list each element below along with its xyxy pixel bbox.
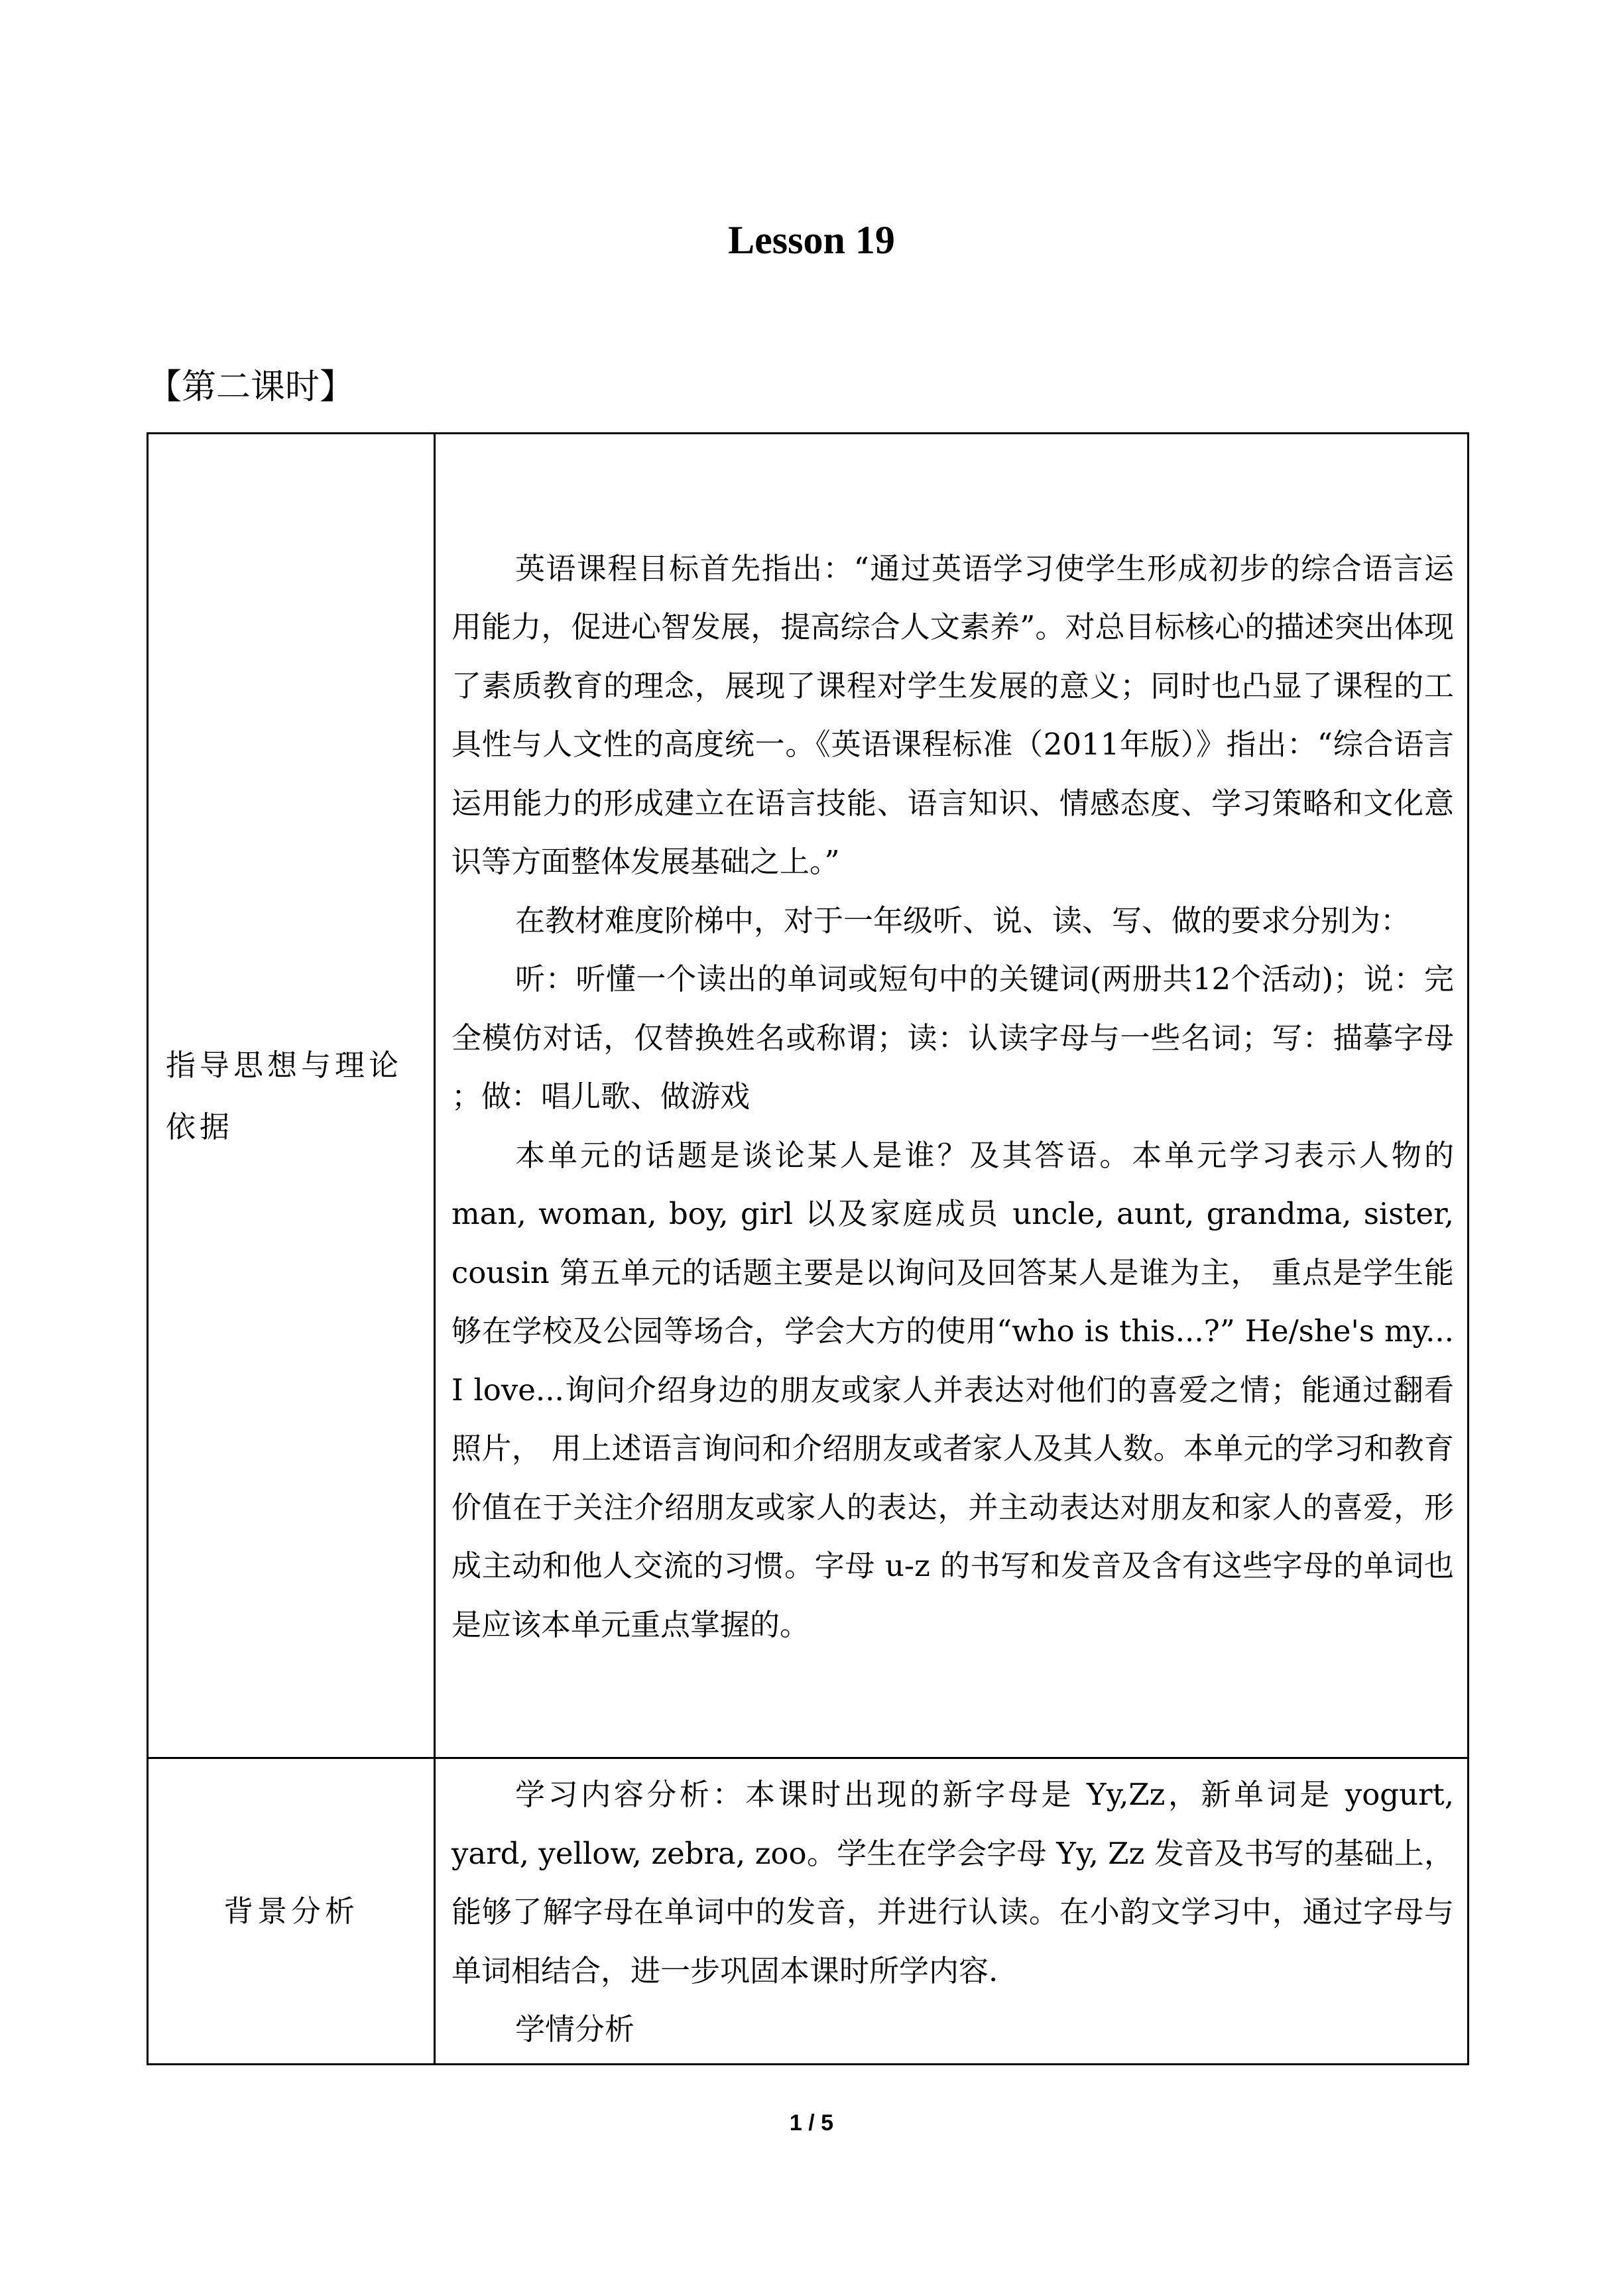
page-number: 1 / 5 xyxy=(789,2110,834,2136)
row-label-guiding-theory: 指导思想与理论依据 xyxy=(148,434,435,1758)
document-title: Lesson 19 xyxy=(728,218,895,262)
lesson-plan-table xyxy=(147,432,1469,2065)
section-label: 【第二课时】 xyxy=(147,367,355,407)
paragraph: 学情分析 xyxy=(515,2012,635,2047)
row-content-background-analysis xyxy=(435,1758,1469,2065)
table-row xyxy=(148,434,1469,1758)
paragraph: 在教材难度阶梯中，对于一年级听、说、读、写、做的要求分别为： xyxy=(515,902,1411,938)
paragraph: 本单元的话题是谈论某人是谁？及其答语。本单元学习表示人物的 man, woman, boy, girl 以及家庭成员 uncle, aunt, grandma, sister, cousin 第五单元的话题主要是以询问及回答某人是谁为主， 重点是学生能够在学校及公园等场合，学会大方的使用“who is this...?” He/she's my... I love...询问介绍身边的朋友或家人并表达对他们的喜爱之情；能通过翻看照片， 用上述语言询问和介绍朋友或者家人及其人数。本单元的学习和教育价值在于关注介绍朋友或家人的表达，并主动表达对朋友和家人的喜爱，形成主动和他人交流的习惯。字母 u-z 的书写和发音及含有这些字母的单词也是应该本单元重点掌握的。 xyxy=(451,1137,1454,1642)
paragraph: 英语课程目标首先指出：“通过英语学习使学生形成初步的综合语言运用能力，促进心智发展，提高综合人文素养”。对总目标核心的描述突出体现了素质教育的理念，展现了课程对学生发展的意义；同时也凸显了课程的工具性与人文性的高度统一。《英语课程标准（2011年版）》指出：“综合语言运用能力的形成建立在语言技能、语言知识、情感态度、学习策略和文化意识等方面整体发展基础之上。” xyxy=(451,550,1454,880)
row-label-background-analysis: 背景分析 xyxy=(148,1758,435,2065)
paragraph: 听：听懂一个读出的单词或短句中的关键词(两册共12个活动)；说：完全模仿对话，仅替换姓名或称谓；读：认读字母与一些名词；写：描摹字母 ；做：唱儿歌、做游戏 xyxy=(451,961,1454,1115)
table-row xyxy=(148,1758,1469,2065)
paragraph: 学习内容分析：本课时出现的新字母是 Yy,Zz，新单词是 yogurt, yard, yellow, zebra, zoo。学生在学会字母 Yy, Zz 发音及书写的基础上，能够了解字母在单词中的发音，并进行认读。在小韵文学习中，通过字母与单词相结合，进一步巩固本课时所学内容. xyxy=(451,1777,1454,1988)
row-content-guiding-theory xyxy=(435,434,1469,1758)
